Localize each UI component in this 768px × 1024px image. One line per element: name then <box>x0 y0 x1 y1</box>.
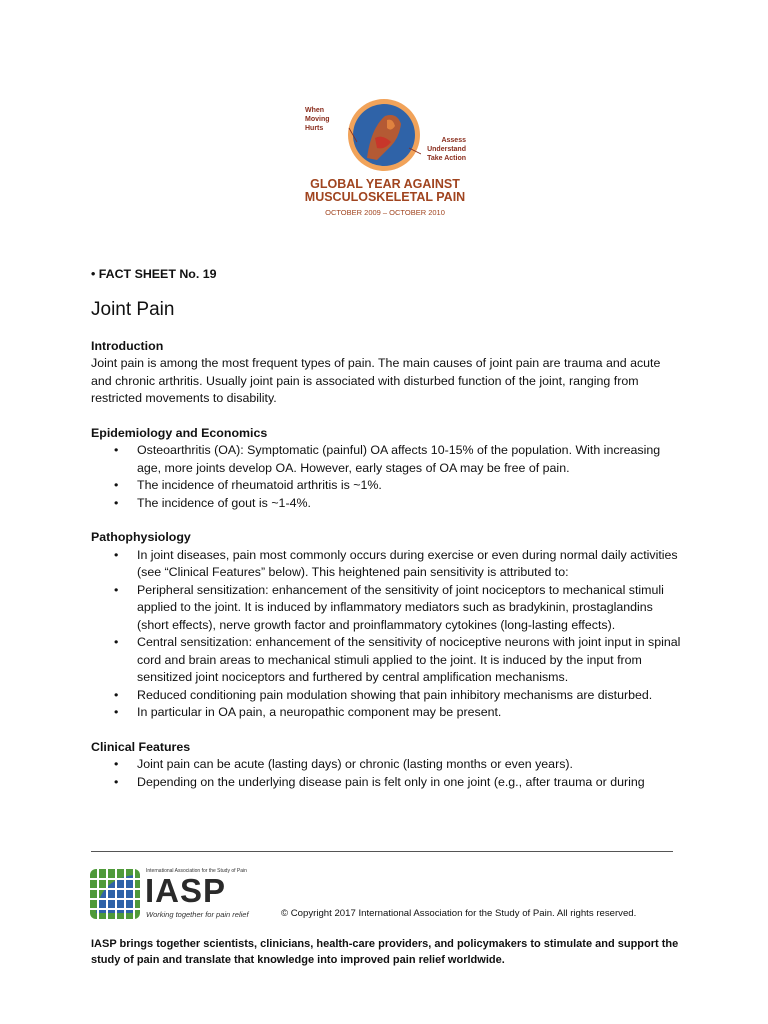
iasp-tagline: Working together for pain relief <box>146 910 249 919</box>
section-clinical-features <box>91 739 681 792</box>
figure-circle-icon <box>347 98 421 172</box>
mission-statement: IASP brings together scientists, clinicians, health-care providers, and policymakers to stimulate and support the study of pain and translate that knowledge into improved pain relief worldwide. <box>91 938 679 966</box>
list-item: • Depending on the underlying disease pain is felt only in one joint (e.g., after trauma or during <box>91 774 681 792</box>
bullet-list <box>91 442 681 512</box>
bullet-list <box>91 547 681 722</box>
list-item: • Joint pain can be acute (lasting days) or chronic (lasting months or even years). <box>91 756 681 774</box>
document-body <box>91 266 681 791</box>
list-item: • Central sensitization: enhancement of the sensitivity of nociceptive neurons with joint input in spinal cord and brain areas to mechanical stimuli applied to the joint. It is induced by the input from sensitized joint nociceptors and furthered by central amplification mechanisms. <box>91 634 681 687</box>
fact-sheet-number: • FACT SHEET No. 19 <box>91 267 217 281</box>
list-item: • In particular in OA pain, a neuropathic component may be present. <box>91 704 681 722</box>
globe-grid-icon <box>90 869 140 919</box>
section-paragraph: Joint pain is among the most frequent types of pain. The main causes of joint pain are trauma and acute and chronic arthritis. Usually joint pain is associated with disturbed function of the joint, ranging from restricted movements to disability. <box>91 356 661 405</box>
page-title: Joint Pain <box>91 298 175 320</box>
list-item: • In joint diseases, pain most commonly occurs during exercise or even during normal daily activities (see “Clinical Features” below). This heightened pain sensitivity is attributed to: <box>91 547 681 582</box>
section-heading: Epidemiology and Economics <box>91 425 268 440</box>
iasp-wordmark: IASP <box>145 872 227 909</box>
section-heading: Clinical Features <box>91 739 191 754</box>
section-pathophysiology <box>91 529 681 722</box>
iasp-logo <box>90 866 260 922</box>
bullet-list <box>91 756 681 791</box>
list-item: • The incidence of gout is ~1-4%. <box>91 495 681 513</box>
list-item: • Reduced conditioning pain modulation showing that pain inhibitory mechanisms are disturbed. <box>91 687 681 705</box>
iasp-full-name: International Association for the Study of Pain <box>146 868 247 874</box>
logo-dates: OCTOBER 2009 – OCTOBER 2010 <box>325 208 445 217</box>
logo-left-text: When Moving Hurts <box>305 107 330 132</box>
section-introduction <box>91 338 681 408</box>
section-heading: Introduction <box>91 338 164 353</box>
global-year-logo <box>300 92 470 227</box>
list-item: • The incidence of rheumatoid arthritis is ~1%. <box>91 477 681 495</box>
section-heading: Pathophysiology <box>91 530 191 544</box>
section-epidemiology <box>91 425 681 513</box>
copyright-notice: © Copyright 2017 International Association for the Study of Pain. All rights reserved. <box>281 908 637 919</box>
list-item: • Peripheral sensitization: enhancement of the sensitivity of joint nociceptors to mechanical stimuli applied to the joint. It is induced by inflammatory mediators such as bradykinin, prostaglandins (short effects), nerve growth factor and proinflammatory cytokines (long-lasting effects). <box>91 582 681 635</box>
logo-right-text: Assess Understand Take Action <box>427 137 466 162</box>
footer-divider <box>91 851 673 852</box>
list-item: • Osteoarthritis (OA): Symptomatic (painful) OA affects 10-15% of the population. With increasing age, more joints develop OA. However, early stages of OA may be free of pain. <box>91 442 681 477</box>
logo-title: GLOBAL YEAR AGAINST MUSCULOSKELETAL PAIN <box>304 177 466 204</box>
